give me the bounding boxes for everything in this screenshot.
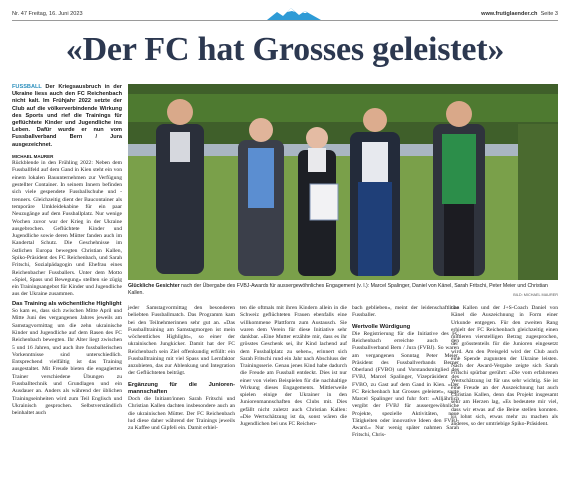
lead-text: Der Kriegsausbruch in der Ukraine liess auch den FC Reichenbach nicht kalt. Im Frühjahr 2022 setzte der Club auf die völkerverbindende Wirkung des Sports und rief die Trainings für geflüchtete Kinder und Jugendliche ins Leben. Dafür wurde er nun vom Fussballverband Bern / Jura ausgezeichnet. [12, 84, 122, 148]
byline: MICHAEL MAURER [12, 153, 54, 159]
column-1 [12, 84, 122, 418]
body-text-8: tian Kallen und der J+S-Coach Daniel von Känel die Auszeichnung in Form einer Urkunde entgegen. Für den zweiten Rang erhielt der FC Reichenbach gleichzeitig einen mittleren vierstelligen Betrag zugesprochen, der grösstenteils für die Junioren eingesetzt wird. Am den Preisgeld wird der Club auch eine Spende zugunsten der Ukraine leisten. Nach der Award-Vergabe zeigte sich Sarah Fritschi spürbar gerührt: «Die vom erfahrenen Wertschätzung ist für uns sehr wichtig. Sie ist eine Freude an der Auszeichnung hat auch Christian Kallen, denn das Projekt insgesamt sehr am Herzen lag, «Es bedeutete mir viel, dass wir etwas auf die Beine stellen konnten. Es lohnt sich, etwas mehr zu machen als anderes, so der umtriebige Spiko-Präsident. [451, 305, 558, 427]
column-2 [128, 305, 235, 432]
issue-label: Nr. 47 Freitag, 16. Juni 2023 [12, 11, 83, 17]
photo-credit: BILD: MICHAEL MAURER [513, 293, 558, 297]
subhead-3: Wertvolle Würdigung [352, 323, 411, 330]
body-text-3: jeder Samstagvormittag den besonderen beliebten Fussballmatch. Das Programm kam bei den Teilnehmerinnen sehr gut an. «Das Fussballtraining am Samstagmorgen ist mein wöchentliches Highlight», so einer der ukrainischen Jungkicker. Damit hat der FC Reichenbach sein Ziel offenkundig erfüllt: ein Fussballtraining mit viel Spass und Lernfaktor anzubieten, das zur Ablenkung und Integration der Geflüchteten beiträgt. [128, 305, 235, 377]
caption-lead: Glückliche Gesichter [128, 283, 180, 289]
kicker: FUSSBALL [12, 84, 42, 90]
caption-text: nach der Übergabe des FVBJ-Awards für aussergewöhnliches Engagement (v. l.): Marcel Spalinger, Daniel von Känel, Sarah Fritschi, Peter Meier und Christian Kallen. [128, 283, 548, 296]
body-text-6: bach geblieben», meint der leidenschaftliche Fussballer. [352, 305, 459, 319]
body-text-5: ten die oftmals mit ihren Kindern allein in die Schweiz geflüchteten Frauen ebenfalls eine willkommene Plattform zum Austausch. Sie waren dem Verein für diese Initiative sehr dankbar. «Eine Mutter erzählte mir, dass es ihr grösstes Geschenk sei, ihr Kind lachend auf dem Fussballplatz zu sehen», erinnert sich Sarah Fritschi rund ein Jahr nach Abschluss der Trainingsserie. Genau jenes Kind habe dadurch die Freude am Fussball entdeckt. Dies ist nur einer von vielen Beispielen für die nachhaltige Wirkung dieses Engagements. Mittlerweile spielen einige der Ukrainer in den Juniorenmannschaften des Clubs mit. Dies gefällt nicht zuletzt auch Christian Kallen: «Die Wertschätzung ist da, sonst wären die Jugendlichen bei uns FC Reichen- [240, 305, 347, 427]
column-5 [451, 305, 558, 428]
body-text-4: Doch die Initiant/innen Sarah Fritschi und Christian Kallen dachten insbesondere auch an die ukrainischen Mütter. Der FC Reichenbach lud diese daher während der Trainings jeweils zu Kaffee und Gipfeli ein. Damit erhiel- [128, 396, 235, 431]
column-3 [240, 305, 347, 428]
site-and-page [481, 11, 558, 17]
page-number: Seite 3 [540, 11, 558, 17]
photo-caption [128, 283, 558, 297]
body-text-7: Die Registrierung für die Initiative des FC Reichenbach erreichte auch den Fussballverband Bern / Jura (FVBJ). So waren am vergangenen Sonntag Peter Meier, Präsident des Fussballverbands Berner Oberland (FVBO) und Vorstandsmitglied des FVBJ, Marcel Spalinger, Vizepräsident des FVBO, zu Gast auf dem Gand in Kien. «Der FC Reichenbach hat Grosses geleistet», sagte Marcel Spalinger und fuhr fort: «Alljährlich vergibt der FVBJ für aussergewöhnliche Projekte, spezielle Aktivitäten, neue Tätigkeiten oder innovative Ideen den FVBJ-Award.» Nur wenig später nahmen Sarah Fritschi, Chris- [352, 330, 459, 439]
column-4 [352, 305, 459, 440]
team-photo [128, 84, 558, 280]
subhead-1: Das Training als wöchentliche Highlight [12, 300, 122, 307]
header-rule [12, 20, 558, 21]
mountain-logo-icon [267, 8, 321, 20]
lead-paragraph [12, 84, 122, 149]
page-header [12, 8, 558, 20]
body-text-1: Rückblende in den Frühling 2022: Neben dem Fussballfeld auf dem Gand in Kien steht ein von einem lokalen Bauunternehmen zur Verfügung gestellter Container. In seinem Innern befinden sich viele gespendete Fussballschuhe und -trenners. Gleichzeitig dient der Baucontainer als temporäre Umkleidekabine für ein paar Neuzugänge auf dem Fussballplatz. Nur wenige Wochen zuvor war der Krieg in der Ukraine ausgebrochen. Geflüchtete Kinder und Jugendliche sowie deren Mütter fanden auch im Kandertal Schutz. Die Geschehnisse im östlichen Europa bewegten Christian Kallen, Spiko-Präsident des FC Reichenbach, und Sarah Fritschi, Sozialpädagogin und Ehefrau eines Reichenbacher Fussballers. Unter dem Motto «Spiel, Spass und Bewegung» stellten sie zügig ein Trainingsangebot für Kinder und Jugendliche aus der Ukraine zusammen. [12, 160, 122, 298]
headline: «Der FC hat Grosses geleistet» [65, 31, 505, 68]
subhead-2: Ergänzung für die Juniorenmannschaften [128, 381, 235, 395]
body-text-2: So kam es, dass sich zwischen Mitte April und Mitte Juni des vergangenen Jahres jeweils am Samstagvormittag um die zehn ukrainische Kinder und Jugendliche auf dem Rasen des FC Reichenbach bewegten. Ihr Alter liegt zwischen 5 und 16 Jahren, und auch ihre fussballerischen Vorkenntnisse sind unterschiedlich. Entsprechend vielfältig ist das Training ausgestaltet. Mit Freude bieten die engagierten Trainer verschiedene Übungen zu Fussballtechnik und Grundlagen und ein Ausdauer an. Anders als während der üblichen Trainingseinheiten wird zum Teil Englisch und Ukrainisch gesprochen. Selbstverständlich beinhaltet auch [12, 308, 122, 417]
site-label: www.frutiglaender.ch [481, 11, 538, 17]
